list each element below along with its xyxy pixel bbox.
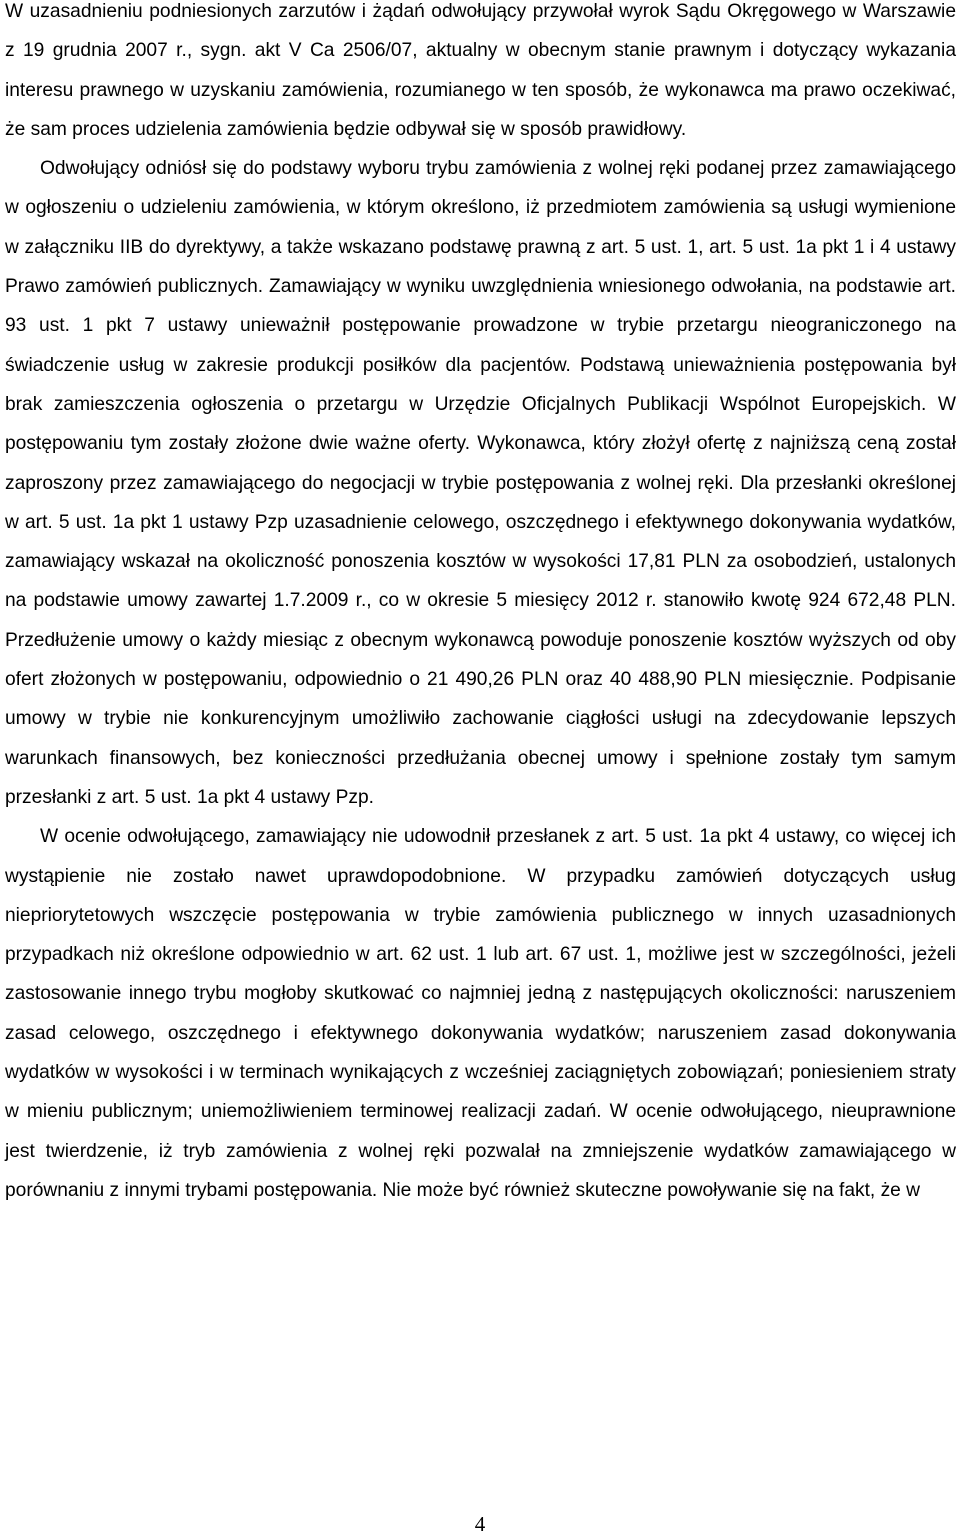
paragraph: W uzasadnieniu podniesionych zarzutów i żądań odwołujący przywołał wyrok Sądu Okręgowego w Warszawie z 19 grudnia 2007 r., sygn. akt V Ca 2506/07, aktualny w obecnym stanie prawnym i dotyczący wykazania interesu prawnego w uzyskaniu zamówienia, rozumianego w ten sposób, że wykonawca ma prawo oczekiwać, że sam proces udzielenia zamówienia będzie odbywał się w sposób prawidłowy. <box>5 1 956 140</box>
page-number: 4 <box>474 1512 486 1536</box>
document-body <box>5 0 956 1210</box>
paragraph: Odwołujący odniósł się do podstawy wyboru trybu zamówienia z wolnej ręki podanej przez zamawiającego w ogłoszeniu o udzieleniu zamówienia, w którym określono, iż przedmiotem zamówienia są usługi wymienione w załączniku IIB do dyrektywy, a także wskazano podstawę prawną z art. 5 ust. 1, art. 5 ust. 1a pkt 1 i 4 ustawy Prawo zamówień publicznych. Zamawiający w wyniku uwzględnienia wniesionego odwołania, na podstawie art. 93 ust. 1 pkt 7 ustawy unieważnił postępowanie prowadzone w trybie przetargu nieograniczonego na świadczenie usług w zakresie produkcji posiłków dla pacjentów. Podstawą unieważnienia postępowania był brak zamieszczenia ogłoszenia o przetargu w Urzędzie Oficjalnych Publikacji Wspólnot Europejskich. W postępowaniu tym zostały złożone dwie ważne oferty. Wykonawca, który złożył ofertę z najniższą ceną został zaproszony przez zamawiającego do negocjacji w trybie postępowania z wolnej ręki. Dla przesłanki określonej w art. 5 ust. 1a pkt 1 ustawy Pzp uzasadnienie celowego, oszczędnego i efektywnego dokonywania wydatków, zamawiający wskazał na okoliczność ponoszenia kosztów w wysokości 17,81 PLN za osobodzień, ustalonych na podstawie umowy zawartej 1.7.2009 r., co w okresie 5 miesięcy 2012 r. stanowiło kwotę 924 672,48 PLN. Przedłużenie umowy o każdy miesiąc z obecnym wykonawcą powoduje ponoszenie kosztów wyższych od oby ofert złożonych w postępowaniu, odpowiednio o 21 490,26 PLN oraz 40 488,90 PLN miesięcznie. Podpisanie umowy w trybie nie konkurencyjnym umożliwiło zachowanie ciągłości usługi na zdecydowanie lepszych warunkach finansowych, bez konieczności przedłużania obecnej umowy i spełnione zostały tym samym przesłanki z art. 5 ust. 1a pkt 4 ustawy Pzp. <box>5 158 956 808</box>
paragraph: W ocenie odwołującego, zamawiający nie udowodnił przesłanek z art. 5 ust. 1a pkt 4 ustawy, co więcej ich wystąpienie nie zostało nawet uprawdopodobnione. W przypadku zamówień dotyczących usług niepriorytetowych wszczęcie postępowania w trybie zamówienia publicznego w innych uzasadnionych przypadkach niż określone odpowiednio w art. 62 ust. 1 lub art. 67 ust. 1, możliwe jest w szczególności, jeżeli zastosowanie innego trybu mogłoby skutkować co najmniej jedną z następujących okoliczności: naruszeniem zasad celowego, oszczędnego i efektywnego dokonywania wydatków; naruszeniem zasad dokonywania wydatków w wysokości i w terminach wynikających z wcześniej zaciągniętych zobowiązań; poniesieniem straty w mieniu publicznym; uniemożliwieniem terminowej realizacji zadań. W ocenie odwołującego, nieuprawnione jest twierdzenie, iż tryb zamówienia z wolnej ręki pozwalał na zmniejszenie wydatków zamawiającego w porównaniu z innymi trybami postępowania. Nie może być również skuteczne powoływanie się na fakt, że w <box>5 826 956 1201</box>
